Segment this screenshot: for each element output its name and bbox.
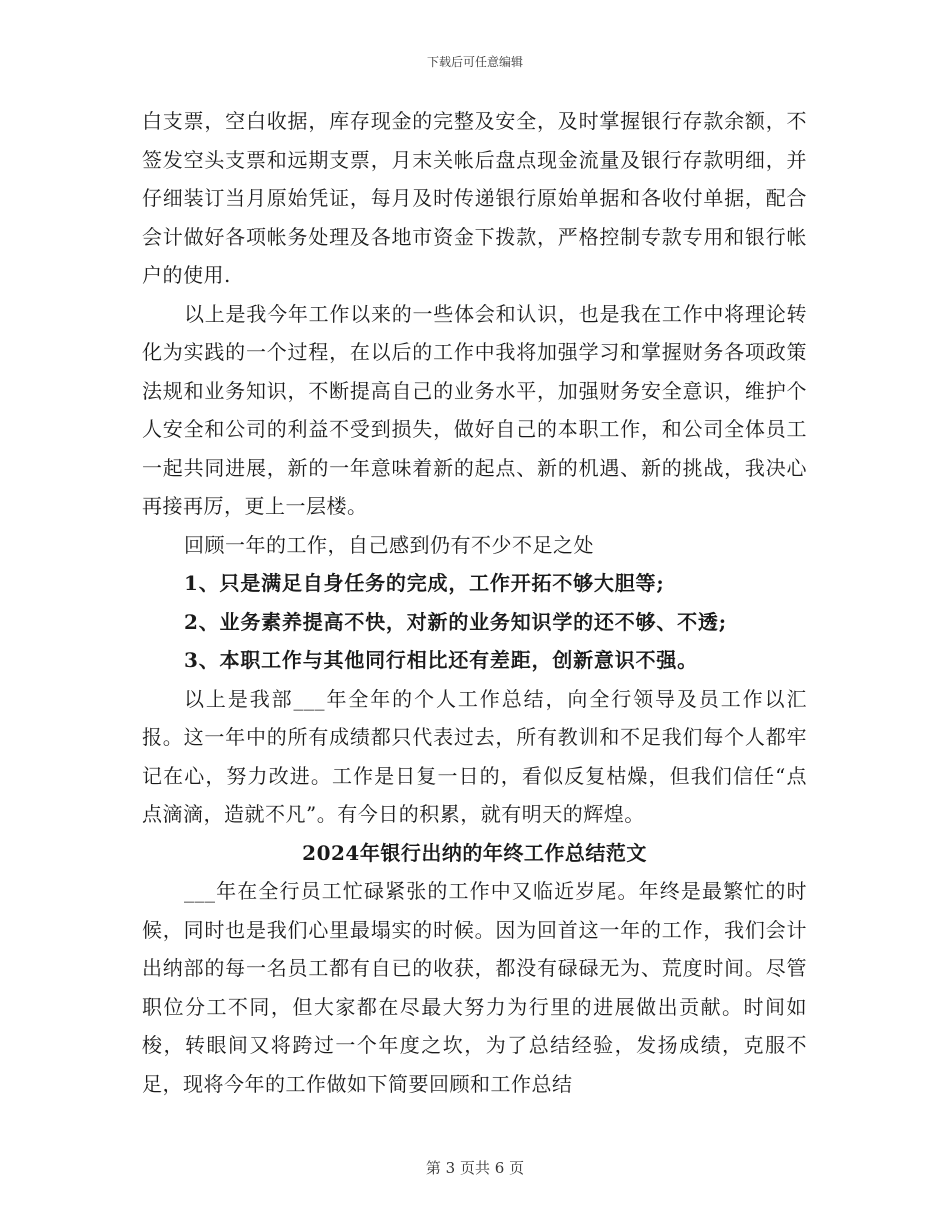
shortcoming-item-1: 1、只是满足自身任务的完成，工作开拓不够大胆等; [184, 571, 665, 595]
shortcoming-item-2: 2、业务素养提高不快，对新的业务知识学的还不够、不透; [184, 609, 727, 634]
paragraph-conclusion: 以上是我部___年全年的个人工作总结，向全行领导及员工作以汇报。这一年中的所有成绩都只代表过去，所有教训和不足我们每个人都牢记在心，努力改进。工作是日复一日的，看似反复枯燥，但我们信任“点点滴滴，造就不凡”。有今日的积累，就有明天的辉煌。 [142, 686, 807, 826]
page-header: 下载后可任意编辑 [426, 55, 523, 69]
paragraph-reflection: 以上是我今年工作以来的一些体会和认识，也是我在工作中将理论转化为实践的一个过程，在以后的工作中我将加强学习和掌握财务各项政策法规和业务知识，不断提高自己的业务水平，加强财务安全意识，维护个人安全和公司的利益不受到损失，做好自己的本职工作，和公司全体员工一起共同进展，新的一年意味着新的起点、新的机遇、新的挑战，我决心再接再厉，更上一层楼。 [142, 301, 807, 518]
section-title: 2024年银行出纳的年终工作总结范文 [302, 840, 647, 865]
paragraph-section-intro: ___年在全行员工忙碌紧张的工作中又临近岁尾。年终是最繁忙的时候，同时也是我们心里最塌实的时候。因为回首这一年的工作，我们会计出纳部的每一名员工都有自已的收获，都没有碌碌无为、荒度时间。尽管职位分工不同，但大家都在尽最大努力为行里的进展做出贡献。时间如梭，转眼间又将跨过一个年度之坎，为了总结经验，发扬成绩，克服不足，现将今年的工作做如下简要回顾和工作总结 [142, 879, 807, 1096]
paragraph-shortcomings-intro: 回顾一年的工作，自己感到仍有不少不足之处 [184, 532, 594, 557]
page-footer: 第 3 页共 6 页 [425, 1159, 525, 1177]
document-body [142, 102, 807, 1103]
paragraph-cashier-duties: 白支票，空白收据，库存现金的完整及安全，及时掌握银行存款余额，不签发空头支票和远期支票，月末关帐后盘点现金流量及银行存款明细，并仔细装订当月原始凭证，每月及时传递银行原始单据和各收付单据，配合会计做好各项帐务处理及各地市资金下拨款，严格控制专款专用和银行帐户的使用. [142, 109, 807, 287]
shortcoming-item-3: 3、本职工作与其他同行相比还有差距，创新意识不强。 [184, 648, 698, 672]
